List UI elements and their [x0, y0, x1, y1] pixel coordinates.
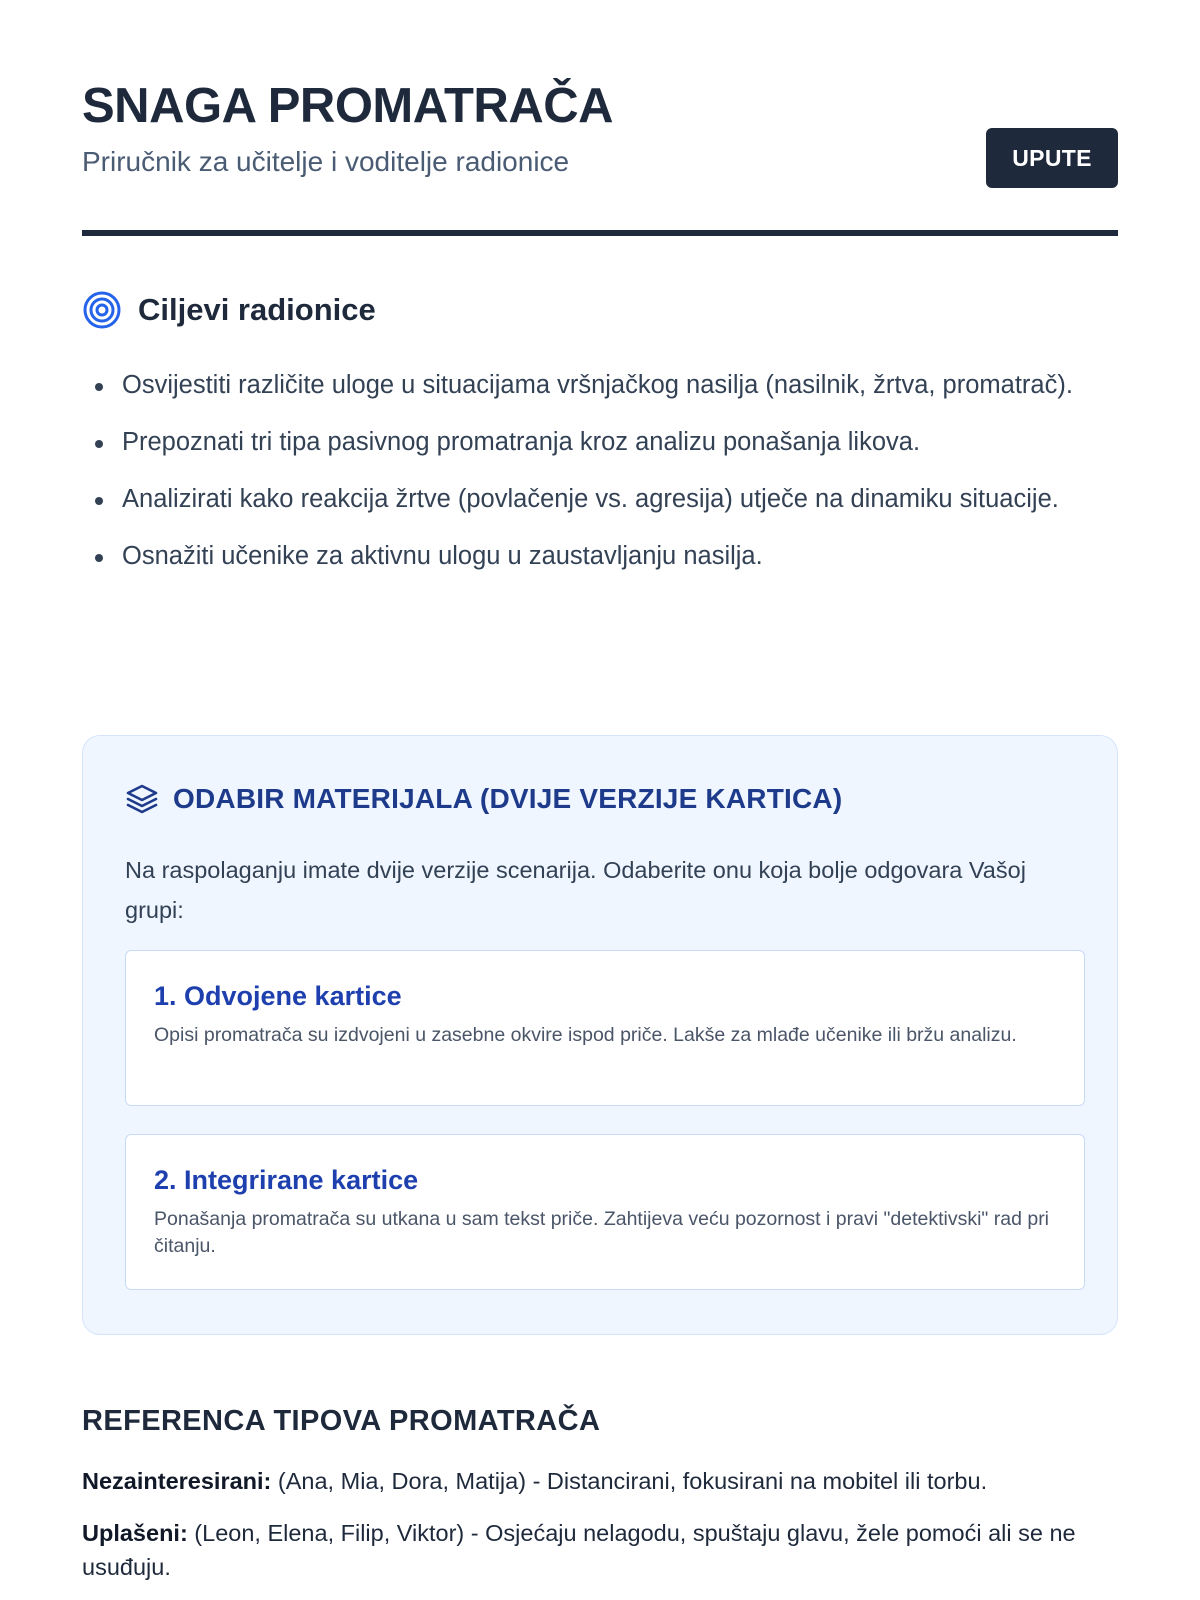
list-item: Osnažiti učenike za aktivnu ulogu u zaustavljanju nasilja. [82, 535, 1118, 578]
goals-heading [82, 290, 376, 330]
reference-item [82, 1464, 1118, 1498]
card-description: Opisi promatrača su izdvojeni u zasebne okvire ispod priče. Lakše za mlađe učenike ili bržu analizu. [154, 1024, 1017, 1046]
list-item: Osvijestiti različite uloge u situacijama vršnjačkog nasilja (nasilnik, žrtva, promatrač). [82, 364, 1118, 407]
page-subtitle: Priručnik za učitelje i voditelje radionice [82, 146, 570, 177]
reference-text: (Leon, Elena, Filip, Viktor) - Osjećaju nelagodu, spuštaju glavu, žele pomoći ali se ne usuđuju. [82, 1520, 1076, 1580]
reference-text: (Ana, Mia, Dora, Matija) - Distancirani, fokusirani na mobitel ili torbu. [271, 1468, 988, 1494]
reference-item [82, 1516, 1118, 1584]
page-title: SNAGA PROMATRAČA [82, 79, 613, 133]
reference-label: Uplašeni: [82, 1520, 188, 1546]
layers-icon [125, 782, 159, 816]
list-item: Analizirati kako reakcija žrtve (povlačenje vs. agresija) utječe na dinamiku situacije. [82, 478, 1118, 521]
materials-heading [125, 782, 842, 816]
materials-title: ODABIR MATERIJALA (DVIJE VERZIJE KARTICA) [173, 783, 843, 814]
goals-list [82, 364, 1118, 592]
card-title: 2. Integrirane kartice [154, 1165, 419, 1195]
reference-title: REFERENCA TIPOVA PROMATRAČA [82, 1405, 601, 1437]
upute-button[interactable]: UPUTE [986, 128, 1118, 188]
card-integrated[interactable] [125, 1134, 1085, 1290]
materials-intro: Na raspolaganju imate dvije verzije scenarija. Odaberite onu koja bolje odgovara Vašoj grupi: [125, 857, 1026, 923]
header [82, 0, 1118, 236]
reference-section [82, 1405, 1118, 1600]
card-separated[interactable] [125, 950, 1085, 1106]
target-icon [82, 290, 122, 330]
list-item: Prepoznati tri tipa pasivnog promatranja kroz analizu ponašanja likova. [82, 421, 1118, 464]
goals-title: Ciljevi radionice [138, 292, 376, 327]
reference-label: Nezainteresirani: [82, 1468, 272, 1494]
card-description: Ponašanja promatrača su utkana u sam tekst priče. Zahtijeva veću pozornost i pravi "detektivski" rad pri čitanju. [154, 1208, 1050, 1257]
materials-panel [82, 735, 1118, 1335]
card-title: 1. Odvojene kartice [154, 981, 402, 1011]
